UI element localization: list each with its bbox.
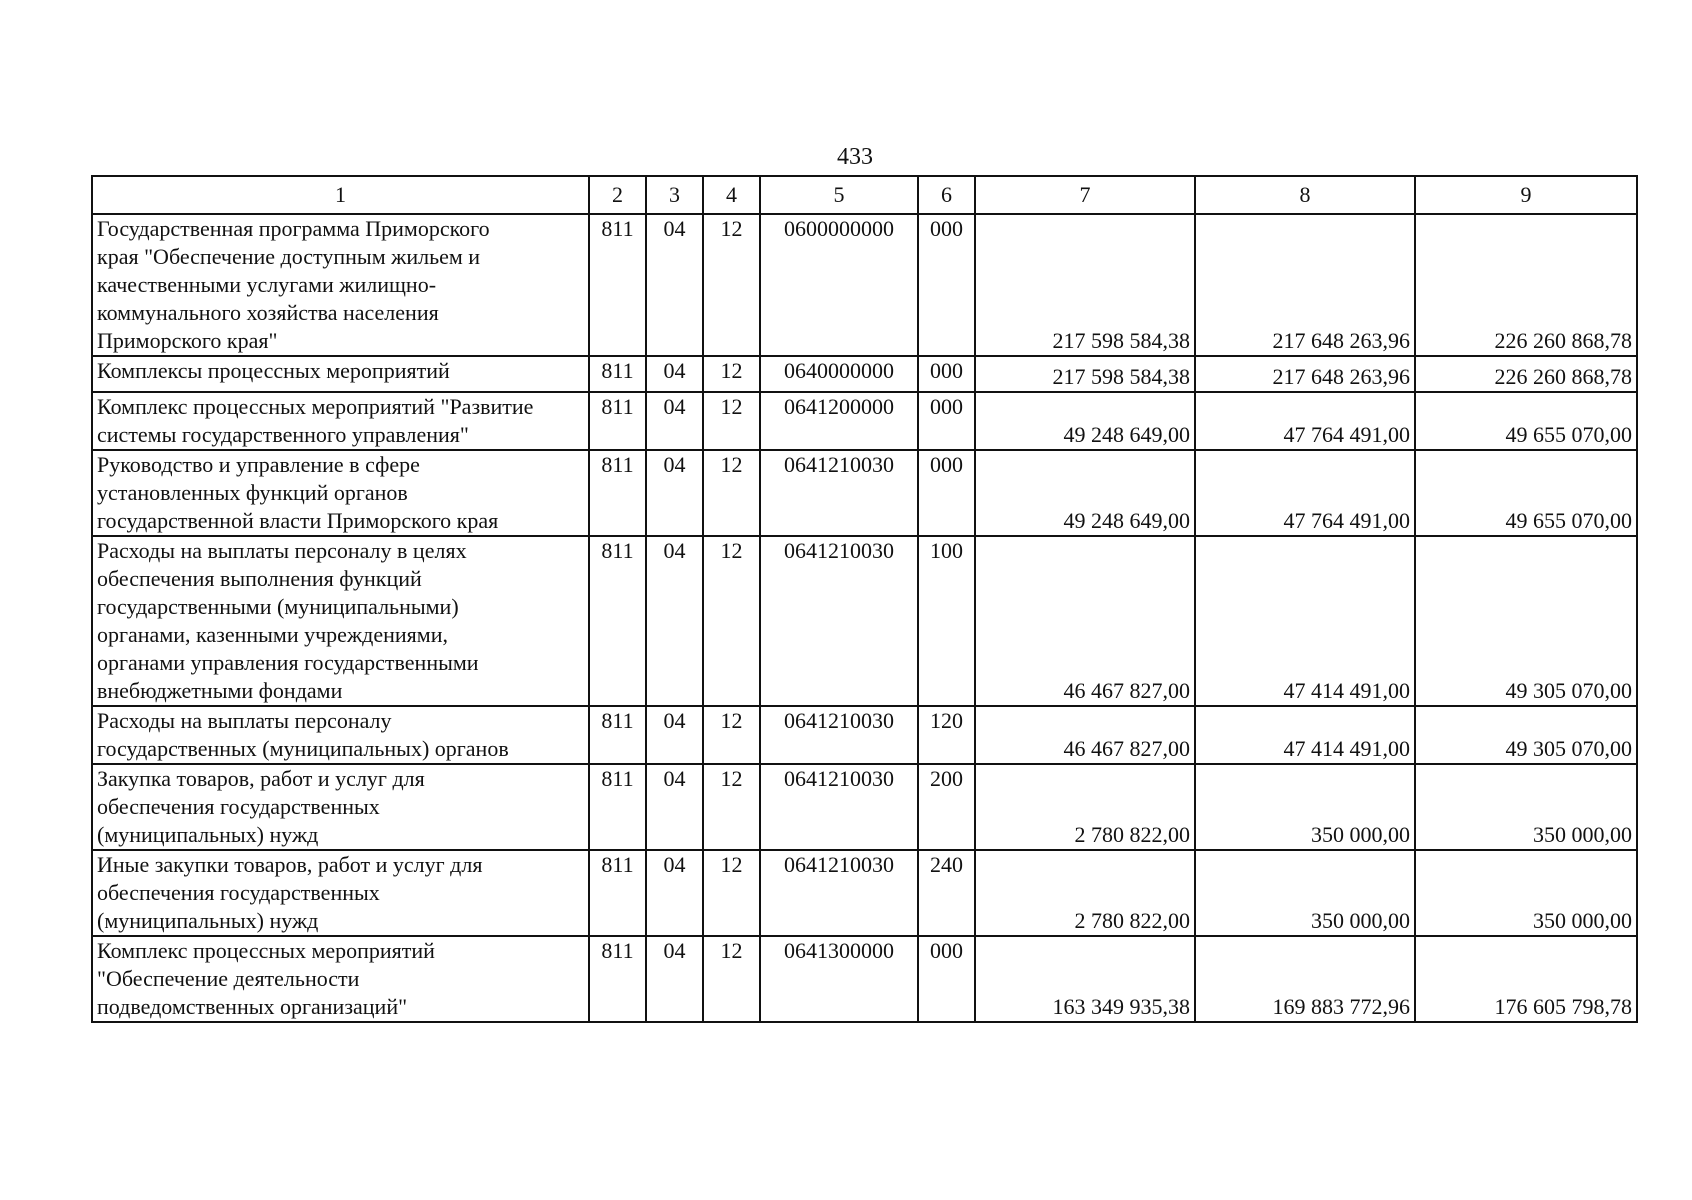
amount-col-9: 350 000,00 (1415, 850, 1637, 936)
amount-col-9: 226 260 868,78 (1415, 214, 1637, 356)
subsection-code: 12 (703, 392, 760, 450)
amount-col-8: 350 000,00 (1195, 764, 1415, 850)
table-row (92, 764, 1637, 850)
table-row (92, 706, 1637, 764)
expense-type-code: 000 (918, 450, 975, 536)
header-col-3: 3 (646, 176, 703, 214)
description-line: Иные закупки товаров, работ и услуг для (97, 852, 483, 877)
expense-type-code: 000 (918, 392, 975, 450)
section-code: 04 (646, 356, 703, 392)
amount-col-8: 169 883 772,96 (1195, 936, 1415, 1022)
section-code: 04 (646, 536, 703, 706)
row-description (92, 450, 589, 536)
description-line: подведомственных организаций" (97, 994, 408, 1019)
table-row (92, 214, 1637, 356)
row-description (92, 936, 589, 1022)
description-line: (муниципальных) нужд (97, 908, 319, 933)
target-article-code: 0641210030 (760, 450, 918, 536)
amount-col-7: 163 349 935,38 (975, 936, 1195, 1022)
description-line: обеспечения государственных (97, 880, 380, 905)
target-article-code: 0600000000 (760, 214, 918, 356)
amount-col-7: 2 780 822,00 (975, 850, 1195, 936)
amount-col-9: 49 305 070,00 (1415, 536, 1637, 706)
subsection-code: 12 (703, 936, 760, 1022)
amount-col-7: 49 248 649,00 (975, 392, 1195, 450)
table-row (92, 450, 1637, 536)
table-row (92, 536, 1637, 706)
amount-col-9: 49 655 070,00 (1415, 392, 1637, 450)
expense-type-code: 100 (918, 536, 975, 706)
ministry-code: 811 (589, 764, 646, 850)
row-description (92, 536, 589, 706)
expense-type-code: 200 (918, 764, 975, 850)
target-article-code: 0641210030 (760, 706, 918, 764)
budget-table (91, 175, 1638, 1023)
section-code: 04 (646, 706, 703, 764)
description-line: обеспечения государственных (97, 794, 380, 819)
description-line: установленных функций органов (97, 480, 408, 505)
table-row (92, 356, 1637, 392)
description-line: органами управления государственными (97, 650, 479, 675)
row-description (92, 356, 589, 392)
subsection-code: 12 (703, 536, 760, 706)
amount-col-8: 47 764 491,00 (1195, 392, 1415, 450)
section-code: 04 (646, 850, 703, 936)
description-line: Расходы на выплаты персоналу в целях (97, 538, 467, 563)
amount-col-9: 49 655 070,00 (1415, 450, 1637, 536)
amount-col-8: 47 764 491,00 (1195, 450, 1415, 536)
description-line: коммунального хозяйства населения (97, 300, 439, 325)
header-col-5: 5 (760, 176, 918, 214)
amount-col-9: 226 260 868,78 (1415, 356, 1637, 392)
ministry-code: 811 (589, 214, 646, 356)
description-line: органами, казенными учреждениями, (97, 622, 448, 647)
expense-type-code: 120 (918, 706, 975, 764)
ministry-code: 811 (589, 936, 646, 1022)
description-line: Расходы на выплаты персоналу (97, 708, 392, 733)
row-description (92, 764, 589, 850)
subsection-code: 12 (703, 356, 760, 392)
expense-type-code: 000 (918, 356, 975, 392)
header-col-2: 2 (589, 176, 646, 214)
ministry-code: 811 (589, 392, 646, 450)
ministry-code: 811 (589, 356, 646, 392)
amount-col-7: 217 598 584,38 (975, 356, 1195, 392)
amount-col-8: 47 414 491,00 (1195, 536, 1415, 706)
amount-col-9: 49 305 070,00 (1415, 706, 1637, 764)
description-line: Комплекс процессных мероприятий "Развитие (97, 394, 534, 419)
expense-type-code: 000 (918, 936, 975, 1022)
description-line: Приморского края" (97, 328, 278, 353)
row-description (92, 706, 589, 764)
header-col-6: 6 (918, 176, 975, 214)
description-line: Комплекс процессных мероприятий (97, 938, 435, 963)
target-article-code: 0641200000 (760, 392, 918, 450)
section-code: 04 (646, 392, 703, 450)
target-article-code: 0641210030 (760, 764, 918, 850)
amount-col-8: 47 414 491,00 (1195, 706, 1415, 764)
amount-col-9: 176 605 798,78 (1415, 936, 1637, 1022)
description-line: Закупка товаров, работ и услуг для (97, 766, 425, 791)
ministry-code: 811 (589, 706, 646, 764)
subsection-code: 12 (703, 450, 760, 536)
expense-type-code: 240 (918, 850, 975, 936)
target-article-code: 0640000000 (760, 356, 918, 392)
target-article-code: 0641300000 (760, 936, 918, 1022)
amount-col-7: 46 467 827,00 (975, 536, 1195, 706)
description-line: обеспечения выполнения функций (97, 566, 422, 591)
description-line: "Обеспечение деятельности (97, 966, 360, 991)
description-line: Государственная программа Приморского (97, 216, 490, 241)
description-line: государственной власти Приморского края (97, 508, 499, 533)
header-col-9: 9 (1415, 176, 1637, 214)
header-col-1: 1 (92, 176, 589, 214)
target-article-code: 0641210030 (760, 536, 918, 706)
subsection-code: 12 (703, 850, 760, 936)
header-row (92, 176, 1637, 214)
header-col-4: 4 (703, 176, 760, 214)
description-line: системы государственного управления" (97, 422, 469, 447)
description-line: Руководство и управление в сфере (97, 452, 420, 477)
subsection-code: 12 (703, 764, 760, 850)
section-code: 04 (646, 764, 703, 850)
amount-col-8: 217 648 263,96 (1195, 214, 1415, 356)
target-article-code: 0641210030 (760, 850, 918, 936)
header-col-7: 7 (975, 176, 1195, 214)
header-col-8: 8 (1195, 176, 1415, 214)
expense-type-code: 000 (918, 214, 975, 356)
section-code: 04 (646, 214, 703, 356)
page-number: 433 (837, 144, 873, 170)
amount-col-7: 2 780 822,00 (975, 764, 1195, 850)
amount-col-8: 217 648 263,96 (1195, 356, 1415, 392)
table-row (92, 850, 1637, 936)
table-row (92, 392, 1637, 450)
description-line: Комплексы процессных мероприятий (97, 358, 450, 383)
description-line: государственных (муниципальных) органов (97, 736, 509, 761)
amount-col-9: 350 000,00 (1415, 764, 1637, 850)
description-line: края "Обеспечение доступным жильем и (97, 244, 481, 269)
row-description (92, 850, 589, 936)
row-description (92, 392, 589, 450)
section-code: 04 (646, 936, 703, 1022)
ministry-code: 811 (589, 536, 646, 706)
description-line: (муниципальных) нужд (97, 822, 319, 847)
description-line: государственными (муниципальными) (97, 594, 459, 619)
table-row (92, 936, 1637, 1022)
description-line: качественными услугами жилищно- (97, 272, 437, 297)
section-code: 04 (646, 450, 703, 536)
subsection-code: 12 (703, 706, 760, 764)
amount-col-7: 49 248 649,00 (975, 450, 1195, 536)
description-line: внебюджетными фондами (97, 678, 343, 703)
ministry-code: 811 (589, 850, 646, 936)
row-description (92, 214, 589, 356)
ministry-code: 811 (589, 450, 646, 536)
subsection-code: 12 (703, 214, 760, 356)
amount-col-8: 350 000,00 (1195, 850, 1415, 936)
amount-col-7: 217 598 584,38 (975, 214, 1195, 356)
amount-col-7: 46 467 827,00 (975, 706, 1195, 764)
